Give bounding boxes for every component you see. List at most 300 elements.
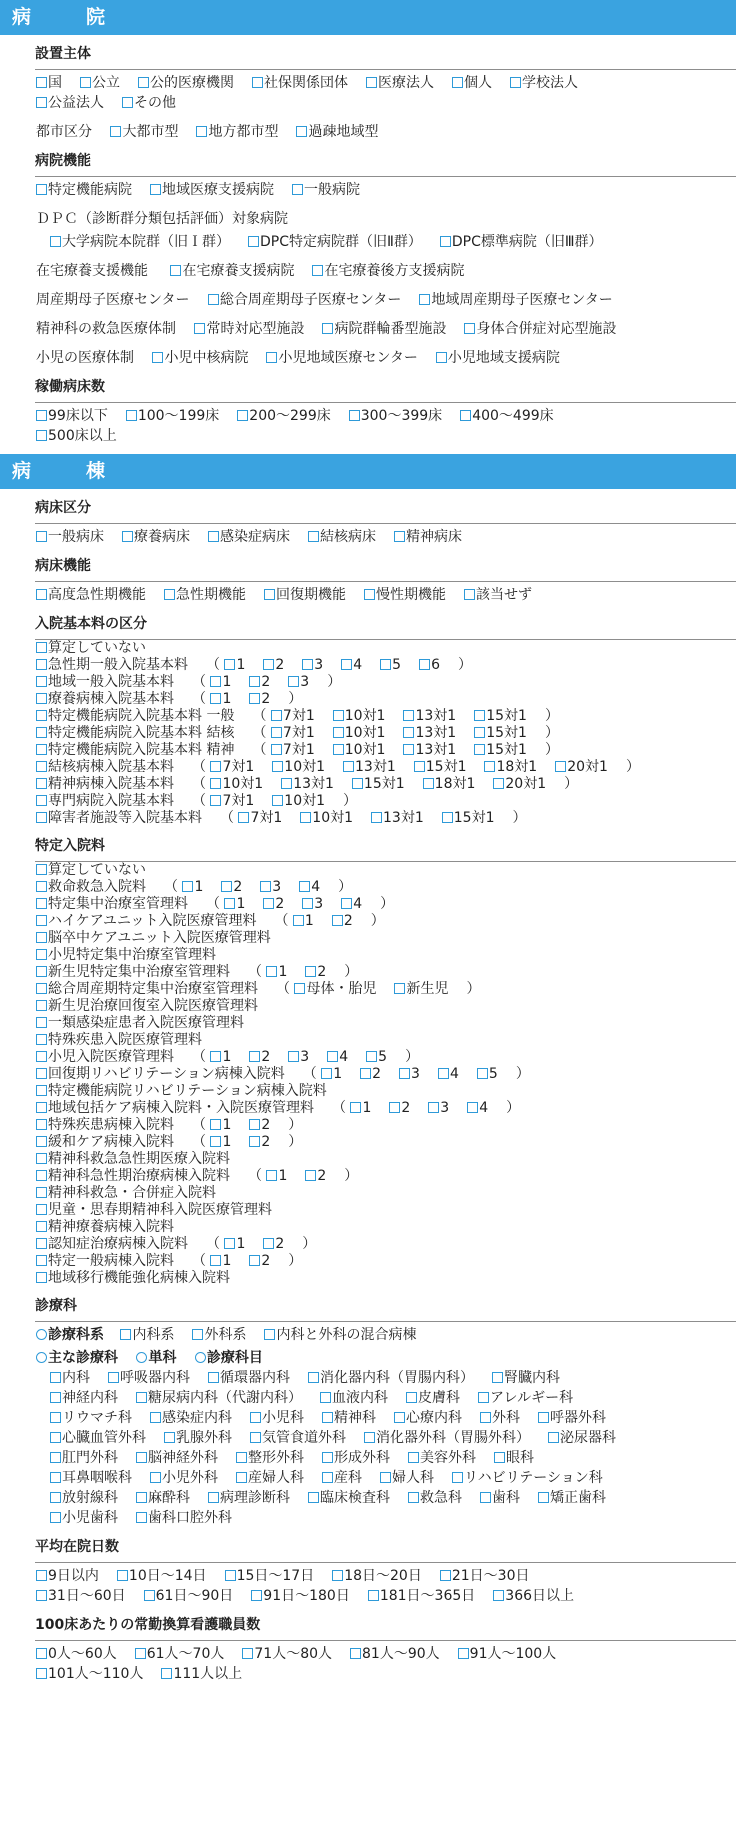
checkbox-option[interactable] (210, 776, 263, 792)
checkbox-option[interactable] (458, 1646, 557, 1662)
checkbox-option[interactable] (36, 1151, 230, 1167)
checkbox-option[interactable] (263, 896, 284, 912)
checkbox[interactable] (312, 265, 323, 276)
checkbox[interactable] (36, 1136, 47, 1147)
checkbox[interactable] (50, 1452, 61, 1463)
checkbox[interactable] (380, 659, 391, 670)
checkbox-option[interactable] (305, 1168, 326, 1184)
checkbox[interactable] (210, 761, 221, 772)
checkbox-option[interactable] (403, 742, 456, 758)
checkbox-option[interactable] (249, 1049, 270, 1065)
checkbox[interactable] (493, 1590, 504, 1601)
checkbox[interactable] (135, 1648, 146, 1659)
checkbox-option[interactable] (250, 1430, 346, 1446)
checkbox[interactable] (406, 1392, 417, 1403)
checkbox[interactable] (164, 589, 175, 600)
checkbox[interactable] (136, 1492, 147, 1503)
checkbox-option[interactable] (210, 674, 231, 690)
checkbox-option[interactable] (333, 725, 386, 741)
checkbox[interactable] (50, 1472, 61, 1483)
checkbox-option[interactable] (364, 1430, 530, 1446)
checkbox-option[interactable] (452, 1470, 603, 1486)
checkbox-option[interactable] (161, 1666, 242, 1682)
checkbox[interactable] (210, 778, 221, 789)
checkbox-option[interactable] (251, 1588, 350, 1604)
checkbox[interactable] (196, 126, 207, 137)
checkbox-option[interactable] (36, 1134, 174, 1150)
checkbox-option[interactable] (493, 776, 546, 792)
checkbox-option[interactable] (320, 1390, 388, 1406)
checkbox-option[interactable] (271, 725, 315, 741)
checkbox-option[interactable] (50, 1430, 146, 1446)
checkbox-option[interactable] (138, 75, 234, 91)
checkbox-option[interactable] (152, 350, 248, 366)
checkbox[interactable] (464, 589, 475, 600)
checkbox-option[interactable] (548, 1430, 616, 1446)
checkbox[interactable] (150, 1472, 161, 1483)
checkbox-option[interactable] (164, 1430, 232, 1446)
checkbox[interactable] (36, 761, 47, 772)
checkbox-option[interactable] (36, 913, 256, 929)
checkbox-option[interactable] (208, 1490, 290, 1506)
checkbox[interactable] (292, 184, 303, 195)
checkbox[interactable] (126, 410, 137, 421)
checkbox-option[interactable] (428, 1100, 449, 1116)
checkbox-option[interactable] (414, 759, 467, 775)
checkbox-option[interactable] (249, 1253, 270, 1269)
checkbox-option[interactable] (302, 657, 323, 673)
checkbox-option[interactable] (50, 1370, 90, 1386)
checkbox[interactable] (288, 676, 299, 687)
checkbox-option[interactable] (150, 182, 274, 198)
checkbox[interactable] (36, 1221, 47, 1232)
checkbox-option[interactable] (36, 776, 174, 792)
checkbox[interactable] (170, 265, 181, 276)
checkbox[interactable] (380, 1472, 391, 1483)
checkbox[interactable] (403, 710, 414, 721)
checkbox[interactable] (263, 1238, 274, 1249)
checkbox-option[interactable] (210, 759, 254, 775)
checkbox[interactable] (272, 761, 283, 772)
checkbox[interactable] (36, 97, 47, 108)
checkbox[interactable] (332, 915, 343, 926)
checkbox-option[interactable] (50, 234, 230, 250)
checkbox-option[interactable] (224, 1236, 245, 1252)
checkbox[interactable] (152, 352, 163, 363)
checkbox[interactable] (474, 710, 485, 721)
checkbox-option[interactable] (477, 1066, 498, 1082)
checkbox-option[interactable] (50, 1390, 118, 1406)
checkbox-option[interactable] (394, 1410, 462, 1426)
checkbox[interactable] (36, 744, 47, 755)
checkbox-option[interactable] (36, 725, 234, 741)
checkbox-option[interactable] (210, 1117, 231, 1133)
checkbox-option[interactable] (467, 1100, 488, 1116)
checkbox-option[interactable] (249, 1117, 270, 1133)
checkbox[interactable] (467, 1102, 478, 1113)
checkbox[interactable] (555, 761, 566, 772)
checkbox-option[interactable] (36, 793, 174, 809)
checkbox[interactable] (360, 1068, 371, 1079)
checkbox-option[interactable] (436, 350, 560, 366)
checkbox-option[interactable] (36, 1270, 230, 1286)
checkbox[interactable] (194, 323, 205, 334)
checkbox-option[interactable] (36, 981, 258, 997)
checkbox-option[interactable] (108, 1370, 190, 1386)
checkbox-option[interactable] (480, 1410, 520, 1426)
checkbox-option[interactable] (322, 1450, 390, 1466)
checkbox[interactable] (236, 1452, 247, 1463)
checkbox[interactable] (366, 77, 377, 88)
checkbox-option[interactable] (272, 759, 325, 775)
checkbox[interactable] (122, 531, 133, 542)
checkbox[interactable] (36, 77, 47, 88)
checkbox[interactable] (36, 949, 47, 960)
checkbox[interactable] (399, 1068, 410, 1079)
checkbox[interactable] (36, 589, 47, 600)
checkbox-option[interactable] (36, 1253, 174, 1269)
checkbox-option[interactable] (300, 810, 353, 826)
checkbox-option[interactable] (403, 708, 456, 724)
checkbox-option[interactable] (136, 1490, 190, 1506)
checkbox-option[interactable] (126, 408, 219, 424)
checkbox-option[interactable] (242, 1646, 332, 1662)
checkbox-option[interactable] (36, 1185, 216, 1201)
checkbox-option[interactable] (399, 1066, 420, 1082)
checkbox-option[interactable] (281, 776, 334, 792)
checkbox-option[interactable] (493, 1588, 574, 1604)
checkbox-option[interactable] (237, 408, 330, 424)
checkbox[interactable] (36, 1590, 47, 1601)
checkbox[interactable] (266, 1170, 277, 1181)
checkbox-option[interactable] (36, 529, 104, 545)
checkbox[interactable] (333, 710, 344, 721)
checkbox-option[interactable] (302, 896, 323, 912)
checkbox-option[interactable] (36, 674, 174, 690)
checkbox-option[interactable] (36, 587, 146, 603)
checkbox-option[interactable] (538, 1490, 606, 1506)
checkbox-option[interactable] (50, 1490, 118, 1506)
checkbox[interactable] (442, 812, 453, 823)
checkbox[interactable] (208, 294, 219, 305)
checkbox[interactable] (333, 744, 344, 755)
checkbox[interactable] (474, 744, 485, 755)
checkbox-option[interactable] (249, 674, 270, 690)
checkbox[interactable] (36, 1238, 47, 1249)
checkbox-option[interactable] (36, 947, 216, 963)
checkbox-option[interactable] (480, 1490, 520, 1506)
checkbox[interactable] (493, 778, 504, 789)
checkbox-option[interactable] (36, 1117, 174, 1133)
checkbox-option[interactable] (36, 1049, 174, 1065)
checkbox-option[interactable] (150, 1410, 232, 1426)
checkbox-option[interactable] (492, 1370, 560, 1386)
checkbox[interactable] (408, 1452, 419, 1463)
checkbox-option[interactable] (322, 1410, 376, 1426)
checkbox[interactable] (452, 77, 463, 88)
checkbox[interactable] (302, 659, 313, 670)
checkbox-option[interactable] (293, 913, 314, 929)
checkbox-option[interactable] (36, 1100, 314, 1116)
checkbox[interactable] (452, 1472, 463, 1483)
checkbox[interactable] (50, 1432, 61, 1443)
checkbox-option[interactable] (136, 1390, 302, 1406)
checkbox[interactable] (237, 410, 248, 421)
checkbox-option[interactable] (343, 759, 396, 775)
checkbox-option[interactable] (350, 1646, 440, 1662)
checkbox[interactable] (368, 1590, 379, 1601)
checkbox[interactable] (484, 761, 495, 772)
checkbox-option[interactable] (36, 1588, 126, 1604)
checkbox[interactable] (263, 659, 274, 670)
checkbox[interactable] (208, 1372, 219, 1383)
checkbox-option[interactable] (170, 263, 294, 279)
checkbox[interactable] (389, 1102, 400, 1113)
checkbox-option[interactable] (36, 742, 234, 758)
checkbox[interactable] (263, 898, 274, 909)
checkbox[interactable] (36, 966, 47, 977)
checkbox-option[interactable] (452, 75, 492, 91)
checkbox[interactable] (249, 676, 260, 687)
checkbox[interactable] (510, 77, 521, 88)
checkbox-option[interactable] (360, 1066, 381, 1082)
checkbox[interactable] (394, 531, 405, 542)
checkbox[interactable] (305, 966, 316, 977)
checkbox[interactable] (419, 659, 430, 670)
checkbox-option[interactable] (36, 428, 117, 444)
checkbox[interactable] (364, 589, 375, 600)
checkbox[interactable] (288, 1051, 299, 1062)
checkbox-option[interactable] (308, 1370, 474, 1386)
checkbox-option[interactable] (266, 1168, 287, 1184)
checkbox-option[interactable] (50, 1470, 132, 1486)
checkbox[interactable] (440, 1570, 451, 1581)
checkbox-option[interactable] (510, 75, 578, 91)
checkbox-option[interactable] (321, 1066, 342, 1082)
checkbox-option[interactable] (460, 408, 553, 424)
checkbox-option[interactable] (36, 182, 132, 198)
checkbox-option[interactable] (271, 708, 315, 724)
checkbox-option[interactable] (263, 1236, 284, 1252)
checkbox-option[interactable] (368, 1588, 475, 1604)
dept-single-radio[interactable] (136, 1352, 147, 1363)
checkbox[interactable] (110, 126, 121, 137)
checkbox-option[interactable] (332, 913, 353, 929)
checkbox-option[interactable] (305, 964, 326, 980)
checkbox-option[interactable] (364, 587, 446, 603)
checkbox[interactable] (210, 1136, 221, 1147)
checkbox[interactable] (36, 1051, 47, 1062)
checkbox[interactable] (208, 1492, 219, 1503)
checkbox-option[interactable] (208, 529, 290, 545)
checkbox[interactable] (350, 1648, 361, 1659)
checkbox[interactable] (464, 323, 475, 334)
checkbox[interactable] (327, 1051, 338, 1062)
checkbox-option[interactable] (266, 964, 287, 980)
checkbox-option[interactable] (394, 981, 448, 997)
checkbox-option[interactable] (36, 930, 271, 946)
checkbox-option[interactable] (144, 1588, 234, 1604)
checkbox[interactable] (120, 1329, 131, 1340)
checkbox[interactable] (36, 1085, 47, 1096)
checkbox[interactable] (272, 795, 283, 806)
checkbox-option[interactable] (225, 1568, 315, 1584)
checkbox-option[interactable] (210, 691, 231, 707)
checkbox[interactable] (281, 778, 292, 789)
checkbox-option[interactable] (224, 657, 245, 673)
checkbox[interactable] (117, 1570, 128, 1581)
checkbox[interactable] (250, 1432, 261, 1443)
checkbox[interactable] (264, 1329, 275, 1340)
checkbox[interactable] (480, 1492, 491, 1503)
checkbox[interactable] (36, 1204, 47, 1215)
checkbox[interactable] (50, 1372, 61, 1383)
checkbox-option[interactable] (308, 529, 376, 545)
checkbox-option[interactable] (150, 1470, 218, 1486)
checkbox[interactable] (538, 1412, 549, 1423)
checkbox-option[interactable] (389, 1100, 410, 1116)
checkbox-option[interactable] (332, 1568, 422, 1584)
checkbox-option[interactable] (135, 1646, 225, 1662)
checkbox-option[interactable] (371, 810, 424, 826)
checkbox-option[interactable] (36, 964, 230, 980)
checkbox-option[interactable] (36, 1236, 188, 1252)
checkbox-option[interactable] (182, 879, 203, 895)
checkbox[interactable] (208, 531, 219, 542)
checkbox[interactable] (458, 1648, 469, 1659)
checkbox[interactable] (480, 1412, 491, 1423)
checkbox-option[interactable] (238, 810, 282, 826)
checkbox[interactable] (50, 236, 61, 247)
checkbox[interactable] (300, 812, 311, 823)
checkbox[interactable] (249, 1051, 260, 1062)
checkbox[interactable] (36, 430, 47, 441)
checkbox-option[interactable] (136, 1510, 232, 1526)
checkbox-option[interactable] (408, 1490, 462, 1506)
checkbox[interactable] (321, 1068, 332, 1079)
checkbox[interactable] (294, 983, 305, 994)
checkbox[interactable] (293, 915, 304, 926)
checkbox-option[interactable] (36, 691, 174, 707)
checkbox-option[interactable] (196, 124, 278, 140)
checkbox-option[interactable] (260, 879, 281, 895)
checkbox-option[interactable] (263, 657, 284, 673)
checkbox-option[interactable] (36, 1666, 143, 1682)
checkbox[interactable] (36, 676, 47, 687)
checkbox-option[interactable] (350, 1100, 371, 1116)
checkbox[interactable] (322, 323, 333, 334)
checkbox[interactable] (271, 727, 282, 738)
checkbox-option[interactable] (394, 529, 462, 545)
checkbox[interactable] (436, 352, 447, 363)
checkbox[interactable] (264, 589, 275, 600)
checkbox[interactable] (366, 1051, 377, 1062)
checkbox-option[interactable] (264, 1327, 416, 1343)
checkbox-option[interactable] (408, 1450, 476, 1466)
checkbox[interactable] (224, 659, 235, 670)
checkbox-option[interactable] (194, 321, 304, 337)
checkbox-option[interactable] (292, 182, 360, 198)
checkbox[interactable] (36, 795, 47, 806)
checkbox[interactable] (36, 812, 47, 823)
checkbox[interactable] (225, 1570, 236, 1581)
checkbox[interactable] (36, 778, 47, 789)
checkbox-option[interactable] (36, 708, 234, 724)
checkbox[interactable] (271, 710, 282, 721)
checkbox[interactable] (36, 659, 47, 670)
checkbox-option[interactable] (403, 725, 456, 741)
checkbox[interactable] (36, 1017, 47, 1028)
checkbox-option[interactable] (36, 1032, 202, 1048)
checkbox[interactable] (122, 97, 133, 108)
checkbox-option[interactable] (36, 1168, 230, 1184)
checkbox-option[interactable] (308, 1490, 390, 1506)
checkbox[interactable] (108, 1372, 119, 1383)
checkbox[interactable] (332, 1570, 343, 1581)
checkbox-option[interactable] (406, 1390, 460, 1406)
checkbox[interactable] (322, 1452, 333, 1463)
checkbox[interactable] (408, 1492, 419, 1503)
checkbox-option[interactable] (366, 1049, 387, 1065)
checkbox-option[interactable] (312, 263, 464, 279)
checkbox-option[interactable] (120, 1327, 174, 1343)
checkbox-option[interactable] (341, 657, 362, 673)
checkbox-option[interactable] (122, 529, 190, 545)
checkbox-option[interactable] (380, 1470, 434, 1486)
checkbox[interactable] (50, 1492, 61, 1503)
checkbox-option[interactable] (464, 321, 616, 337)
checkbox[interactable] (260, 881, 271, 892)
checkbox[interactable] (350, 1102, 361, 1113)
checkbox[interactable] (36, 1068, 47, 1079)
checkbox-option[interactable] (474, 725, 527, 741)
checkbox-option[interactable] (366, 75, 434, 91)
checkbox[interactable] (236, 1472, 247, 1483)
checkbox[interactable] (333, 727, 344, 738)
checkbox-option[interactable] (164, 587, 246, 603)
checkbox[interactable] (238, 812, 249, 823)
checkbox-option[interactable] (36, 1066, 285, 1082)
checkbox[interactable] (161, 1668, 172, 1679)
checkbox[interactable] (138, 77, 149, 88)
checkbox[interactable] (271, 744, 282, 755)
checkbox-option[interactable] (271, 742, 315, 758)
checkbox[interactable] (341, 659, 352, 670)
checkbox[interactable] (474, 727, 485, 738)
checkbox[interactable] (249, 1119, 260, 1130)
checkbox[interactable] (538, 1492, 549, 1503)
checkbox[interactable] (221, 881, 232, 892)
checkbox-option[interactable] (236, 1470, 304, 1486)
checkbox[interactable] (164, 1432, 175, 1443)
checkbox-option[interactable] (248, 234, 422, 250)
checkbox-option[interactable] (36, 1083, 327, 1099)
checkbox-option[interactable] (464, 587, 532, 603)
checkbox[interactable] (210, 795, 221, 806)
checkbox-option[interactable] (36, 1015, 244, 1031)
checkbox-option[interactable] (272, 793, 325, 809)
checkbox-option[interactable] (110, 124, 178, 140)
checkbox[interactable] (224, 1238, 235, 1249)
checkbox[interactable] (394, 983, 405, 994)
checkbox[interactable] (419, 294, 430, 305)
checkbox-option[interactable] (36, 95, 104, 111)
checkbox-option[interactable] (208, 292, 401, 308)
checkbox-option[interactable] (288, 1049, 309, 1065)
checkbox[interactable] (428, 1102, 439, 1113)
checkbox-option[interactable] (341, 896, 362, 912)
checkbox[interactable] (36, 898, 47, 909)
